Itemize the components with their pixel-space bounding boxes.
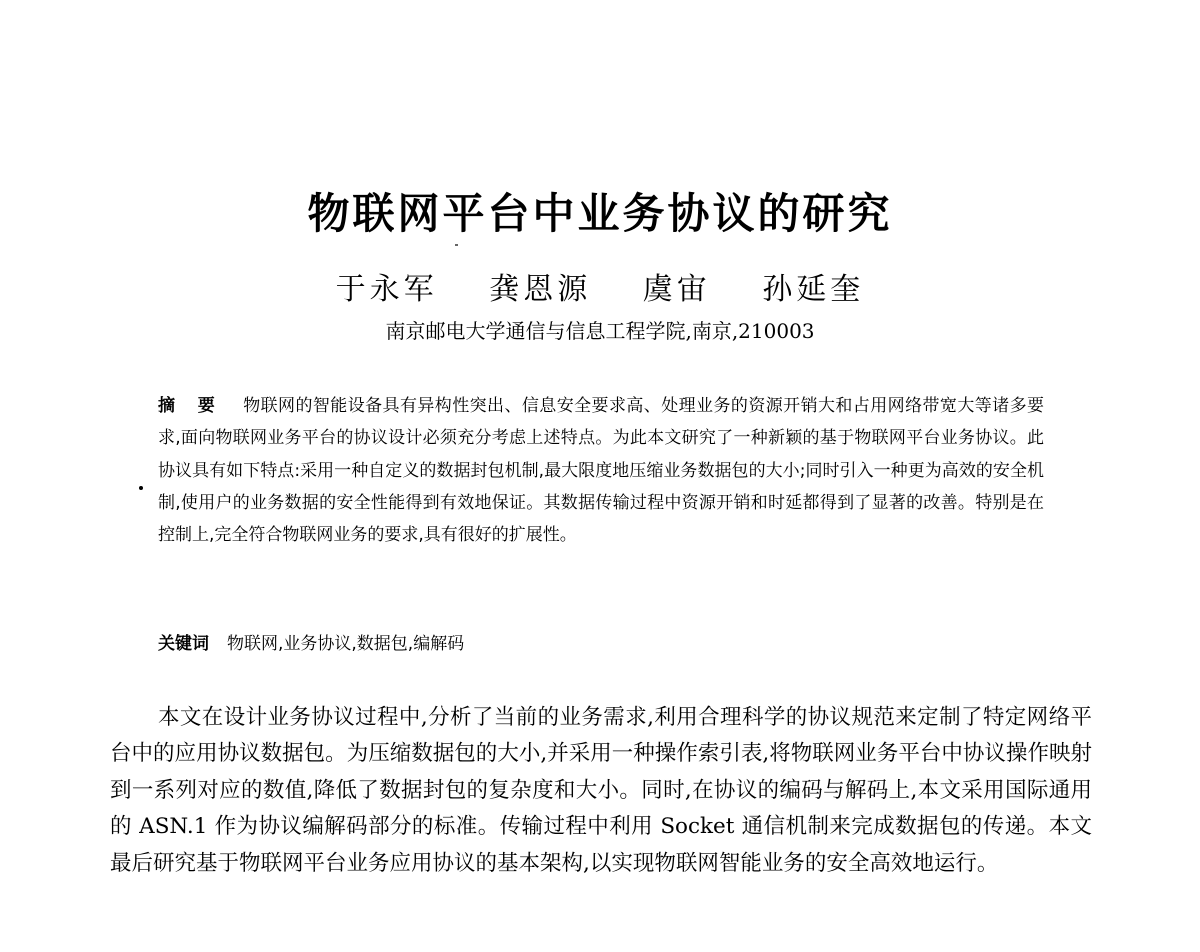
author-name: 孙延奎 [762,272,865,307]
abstract-label: 摘 要 [158,396,224,416]
keywords-label: 关键词 [158,634,209,654]
scan-dot [139,486,143,490]
author-name: 龚恩源 [489,272,592,307]
author-list [0,270,1200,310]
keywords-text: 物联网,业务协议,数据包,编解码 [227,634,465,654]
keywords [158,628,1044,660]
author-name: 于永军 [335,272,438,307]
abstract-text: 物联网的智能设备具有异构性突出、信息安全要求高、处理业务的资源开销大和占用网络带宽大等诸多要求,面向物联网业务平台的协议设计必须充分考虑上述特点。为此本文研究了一种新颖的基于物联网平台业务协议。此协议具有如下特点:采用一种自定义的数据封包机制,最大限度地压缩业务数据包的大小;同时引入一种更为高效的安全机制,使用户的业务数据的安全性能得到有效地保证。其数据传输过程中资源开销和时延都得到了显著的改善。特别是在控制上,完全符合物联网业务的要求,具有很好的扩展性。 [158,396,1045,546]
introduction-paragraph: 本文在设计业务协议过程中,分析了当前的业务需求,利用合理科学的协议规范来定制了特定网络平台中的应用协议数据包。为压缩数据包的大小,并采用一种操作索引表,将物联网业务平台中协议操作映射到一系列对应的数值,降低了数据封包的复杂度和大小。同时,在协议的编码与解码上,本文采用国际通用的 ASN.1 作为协议编解码部分的标准。传输过程中利用 Socket 通信机制来完成数据包的传递。本文最后研究基于物联网平台业务应用协议的基本架构,以实现物联网智能业务的安全高效地运行。 [110,705,1092,876]
paper-title: 物联网平台中业务协议的研究 [307,189,893,238]
author-name: 虞宙 [642,272,711,307]
affiliation: 南京邮电大学通信与信息工程学院,南京,210003 [385,319,815,343]
scan-mark [455,244,458,246]
abstract [158,390,1044,551]
